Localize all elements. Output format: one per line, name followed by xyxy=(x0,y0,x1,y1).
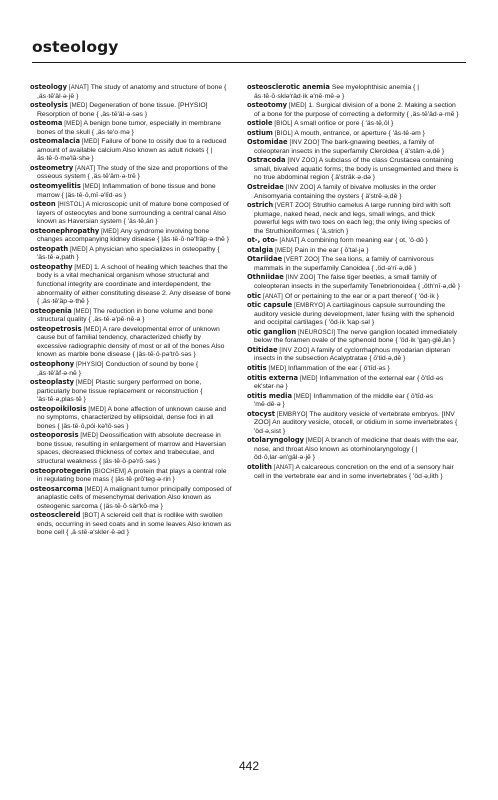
definition: The nerve ganglion located immediately below the foramen ovale of the sphenoid bone { 'öd·ik 'gaŋ·glē,än } xyxy=(254,328,457,345)
definition: Struthio camelus A large running bird with soft plumage, naked head, neck and legs, small wings, and thick powerful legs with two toes on each leg; the only living species of the Struthioniformes { 'ä,strich } xyxy=(254,202,451,235)
headword: ostiole xyxy=(247,119,273,128)
definition: A subclass of the class Crustacea containing small, bivalved aquatic forms; the body is unsegmented and there is no true abdominal region { ä'sträk·ə·də } xyxy=(254,157,459,182)
definition: The study of the size and proportions of the osseous system { ,äs·tē'äm·ə·trē } xyxy=(37,164,228,181)
definition: Degeneration of bone tissue. [PHYSIO] Resorption of bone { ,äs·tē'äl·ə·səs } xyxy=(37,102,208,118)
subject-label: [EMBRYO] xyxy=(276,411,308,418)
subject-label: [MED] xyxy=(299,375,318,382)
headword: osteopenia xyxy=(30,306,72,315)
dictionary-entry xyxy=(247,292,461,302)
subject-label: [BIOL] xyxy=(274,130,293,137)
subject-label: [MED] xyxy=(84,486,103,493)
headword: Othniidae xyxy=(247,273,284,282)
definition: Deossification with absolute decrease in bone tissue, resulting in enlargement of marrow and Haversian spaces, decreased thickness of cortex and trabeculae, and structural weakness { |äs·tē·ō·pə'rō·səs } xyxy=(37,432,226,465)
headword: osteophony xyxy=(30,359,75,368)
dictionary-entry xyxy=(247,301,461,328)
page-number: 442 xyxy=(238,759,260,773)
headword: otitis externa xyxy=(247,373,299,382)
headword: Ostreidae xyxy=(247,183,284,192)
subject-label: [BIOL] xyxy=(274,121,293,128)
definition: A calcareous concretion on the end of a sensory hair cell in the vertebrate ear and in some invertebrates { 'öd·ə,lith } xyxy=(254,463,454,480)
subject-label: [PHYSIO] xyxy=(76,361,104,368)
subject-label: [ANAT] xyxy=(68,85,89,91)
dictionary-entry xyxy=(30,137,232,164)
dictionary-entry xyxy=(247,83,461,101)
definition: A malignant tumor principally composed of anaplastic cells of mesenchymal derivation Also known as osteogenic sarcoma { |äs·tē·ō·sär'kō·mə } xyxy=(37,485,232,510)
headword: osteopetrosis xyxy=(30,324,82,333)
subject-label: [MED] xyxy=(88,406,107,413)
definition: Conduction of sound by bone { ,äs·tē'äf·ə·nē } xyxy=(37,360,199,377)
definition: A microscopic unit of mature bone composed of layers of osteocytes and bone surrounding a central canal Also known as Haversian system { 'äs·tē,än } xyxy=(37,201,229,226)
dictionary-entry xyxy=(247,201,461,236)
definition: Failure of bone to ossify due to a reduced amount of available calcium Also known as adult rickets { |äs·tē·ō·mə'lā·shə } xyxy=(37,138,227,163)
headword: Otariidae xyxy=(247,255,283,264)
dictionary-entry xyxy=(30,227,232,245)
dictionary-entry xyxy=(30,485,232,512)
headword: ostium xyxy=(247,128,273,137)
definition: A mouth, entrance, or aperture { 'äs·tē·əm } xyxy=(294,129,425,137)
dictionary-entry xyxy=(247,463,461,481)
right-column xyxy=(247,83,461,481)
subject-label: [MED] xyxy=(64,121,82,128)
dictionary-entry xyxy=(247,156,461,183)
subject-label: [ANAT] xyxy=(279,238,300,245)
dictionary-entry xyxy=(247,436,461,463)
headword: osteoprotegerin xyxy=(30,466,91,475)
subject-label: [MED] xyxy=(74,264,93,271)
headword: otitis media xyxy=(247,391,292,400)
left-column xyxy=(30,83,232,538)
headword: osteosclereid xyxy=(30,511,81,520)
definition: A branch of medicine that deals with the ear, nose, and throat Also known as otorhinolaryngology { |öd·ō,lar·ən'gäl·ə·jē } xyxy=(254,437,459,462)
definition: A family of cyclorrhaphous myodarian dipteran insects in the subsection Acalyptratae { ō'tid·ə,dē } xyxy=(254,346,451,363)
definition: A bone affection of unknown cause and no symptoms, characterized by ellipsoidal, dense foci in all bones { |äs·tē·ō,pói·kə'lō·səs } xyxy=(37,405,227,430)
headword: osteopath xyxy=(30,244,69,253)
subject-label: [MED] xyxy=(293,393,312,400)
dictionary-entry xyxy=(247,364,461,374)
dictionary-entry xyxy=(247,346,461,364)
dictionary-entry xyxy=(30,307,232,325)
dictionary-entry xyxy=(247,255,461,273)
subject-label: [MED] xyxy=(69,103,88,110)
subject-label: [BIOCHEM] xyxy=(92,468,127,475)
subject-label: [NEUROSCI] xyxy=(298,329,336,336)
headword: otic ganglion xyxy=(247,327,297,336)
dictionary-entry xyxy=(30,164,232,182)
definition: A benign bone tumor, especially in membrane bones of the skull { ,äs·te'o·mə } xyxy=(37,120,221,136)
dictionary-entry xyxy=(247,392,461,410)
dictionary-entry xyxy=(30,511,232,538)
definition: The auditory vesicle of vertebrate embryos. [INV ZOO] An auditory vesicle, otocell, or otidium in some invertebrates { 'öd·ə,sist } xyxy=(254,410,458,435)
headword: osteoplasty xyxy=(30,378,75,387)
definition: A small orifice or pore { 'äs·tē,ōl } xyxy=(294,120,394,128)
headword: osteonephropathy xyxy=(30,226,100,235)
headword: Ostomidae xyxy=(247,138,288,147)
dictionary-entry xyxy=(30,405,232,432)
definition: Of or pertaining to the ear or a part thereof { 'öd·ik } xyxy=(284,292,439,300)
dictionary-entry xyxy=(30,200,232,227)
headword: osteolysis xyxy=(30,101,68,110)
dictionary-entry xyxy=(30,101,232,119)
subject-label: [EMBRYO] xyxy=(294,303,325,310)
subject-label: [MED] xyxy=(101,228,119,235)
subject-label: [BOT] xyxy=(82,513,100,520)
definition: The false tiger beetles, a small family of coleopteran insects in the superfamily Tenebrionoidea { ,öth'nī·ə,dē } xyxy=(254,274,460,291)
subject-label: [MED] xyxy=(75,380,94,387)
definition: Inflammation of the ear { ō'tīd·əs } xyxy=(288,364,390,372)
headword: otitis xyxy=(247,363,267,372)
definition: 1. Surgical division of a bone 2. Making a section of a bone for the purpose of correcting a deformity { ,äs·tē'äd·ə·mē } xyxy=(254,102,459,118)
dictionary-entry xyxy=(247,138,461,156)
headword: osteon xyxy=(30,200,56,209)
subject-label: [INV ZOO] xyxy=(285,185,316,192)
headword: Otitidae xyxy=(247,345,278,354)
definition: 1. A school of healing which teaches that the body is a vital mechanical organism whose structural and functional integrity are coordinate and interdependent, the abnormality of either constituting disease 2. Any disease of bone { ,äs·tē'äp·ə·thē } xyxy=(37,263,231,306)
definition: See myelophthisic anemia { |äs·tē·ō·sklə'räd·ik ə'nē·mē·ə } xyxy=(254,84,419,100)
subject-label: [ANAT] xyxy=(262,293,284,300)
subject-label: [MED] xyxy=(275,247,293,254)
definition: Plastic surgery performed on bone, particularly bone tissue replacement or reconstruction { 'äs·tē·ə,plas·tē } xyxy=(37,379,203,404)
dictionary-entry xyxy=(30,378,232,405)
dictionary-entry xyxy=(247,101,461,119)
subject-label: [MED] xyxy=(80,433,98,440)
headword: osteoporosis xyxy=(30,431,79,440)
dictionary-entry xyxy=(30,467,232,485)
definition: Inflammation of the external ear { ō'tīd·əs ek'stər·nə } xyxy=(254,374,444,391)
dictionary-entry xyxy=(247,246,461,256)
definition: The reduction in bone volume and bone structural quality { ,äs·tē·ə'pē·nē·ə } xyxy=(37,307,213,324)
headword: ot-, oto- xyxy=(247,236,278,245)
headword: otic capsule xyxy=(247,301,293,310)
dictionary-entry xyxy=(30,263,232,307)
headword: otalgia xyxy=(247,245,274,254)
definition: The sea lions, a family of carnivorous mammals in the superfamily Canoidea { ,öd·ə'rī·ə,dē } xyxy=(254,256,434,272)
subject-label: [MED] xyxy=(268,365,287,372)
definition: The study of anatomy and structure of bone { ,äs·tē'äl·ə·jē } xyxy=(37,84,227,100)
subject-label: [VERT ZOO] xyxy=(274,203,311,210)
headword: osteotomy xyxy=(247,101,288,110)
dictionary-entry xyxy=(247,236,461,246)
dictionary-entry xyxy=(30,431,232,466)
definition: A sclereid cell that is rodlike with swollen ends, occurring in seed coats and in some leaves Also known as bone cell { ,ä·stē·ə'skler·ē·əd } xyxy=(37,512,232,537)
subject-label: [VERT ZOO] xyxy=(284,257,320,264)
headword: osteomyelitis xyxy=(30,182,81,191)
dictionary-entry xyxy=(30,325,232,360)
headword: osteometry xyxy=(30,163,74,172)
subject-label: [INV ZOO] xyxy=(287,158,318,165)
subject-label: [MED] xyxy=(305,438,324,445)
dictionary-entry xyxy=(30,83,232,101)
dictionary-entry xyxy=(247,119,461,129)
subject-label: [MED] xyxy=(82,184,101,191)
dictionary-entry xyxy=(247,374,461,392)
headword: osteology xyxy=(30,83,67,91)
subject-label: [INV ZOO] xyxy=(289,140,320,147)
subject-label: [INV ZOO] xyxy=(285,275,316,282)
dictionary-entry xyxy=(247,183,461,201)
headword: osteopathy xyxy=(30,262,73,271)
subject-label: [MED] xyxy=(81,139,100,146)
subject-label: [HISTOL] xyxy=(57,202,85,209)
definition: The bark-gnawing beetles, a family of coleopteran insects in the superfamily Cleroidea { ä'stäm·ə,dē } xyxy=(254,139,445,155)
headword: otic xyxy=(247,291,262,300)
dictionary-entry xyxy=(30,245,232,263)
headword: osteopoikilosis xyxy=(30,404,87,413)
headword: osteosarcoma xyxy=(30,484,83,493)
subject-label: [ANAT] xyxy=(75,165,96,172)
definition: A combining form meaning ear { ot, 'ö·dō } xyxy=(301,237,428,245)
guide-word: osteology xyxy=(32,38,119,56)
headword: osteoma xyxy=(30,119,63,128)
subject-label: [MED] xyxy=(73,308,92,315)
headword: otolith xyxy=(247,462,272,471)
subject-label: [MED] xyxy=(288,103,307,110)
headword: ostrich xyxy=(247,201,274,210)
dictionary-entry xyxy=(30,119,232,137)
definition: Inflammation of bone tissue and bone marrow { |äs·tē·ō,mī·ə'līd·əs } xyxy=(37,183,216,199)
definition: Any syndrome involving bone changes accompanying kidney disease { |äs·tē·ō·nə'fräp·ə·thē } xyxy=(37,227,229,244)
headword: otolaryngology xyxy=(247,436,305,445)
subject-label: [MED] xyxy=(83,326,102,333)
headword: Ostracoda xyxy=(247,156,286,165)
definition: Inflammation of the middle ear { ō'tīd·əs 'mē·dē·ə } xyxy=(254,392,433,409)
definition: A rare developmental error of unknown cause but of familial tendency, characterized chiefly by excessive radiographic density of most or all of the bones Also known as marble bone disease { |äs·tē·ō·pə'trō·səs } xyxy=(37,325,225,359)
header-rule xyxy=(32,62,466,63)
dictionary-entry xyxy=(247,129,461,139)
dictionary-entry xyxy=(30,360,232,378)
definition: A physician who specializes in osteopathy { 'äs·tē·ə,path } xyxy=(37,245,220,262)
dictionary-entry xyxy=(30,182,232,200)
dictionary-entry xyxy=(247,273,461,291)
definition: A cartilaginous capsule surrounding the auditory vesicle during development, later fusing with the sphenoid and occipital cartilages { 'öd·ik 'kap·səl } xyxy=(254,302,455,327)
headword: osteomalacia xyxy=(30,137,80,146)
subject-label: [MED] xyxy=(70,246,88,253)
dictionary-entry xyxy=(247,328,461,346)
definition: Pain in the ear { ō'tal·jə } xyxy=(294,246,369,254)
definition: A protein that plays a central role in regulating bone mass { |äs·tē·prō'teg·ə·rin } xyxy=(37,467,227,484)
definition: A family of bivalve mollusks in the order Anisomyaria containing the oysters { ä'strē·ə,dē } xyxy=(254,184,437,200)
subject-label: [ANAT] xyxy=(273,464,294,471)
dictionary-entry xyxy=(247,410,461,437)
headword: osteosclerotic anemia xyxy=(247,83,330,91)
headword: otocyst xyxy=(247,409,275,418)
subject-label: [INV ZOO] xyxy=(279,347,310,354)
